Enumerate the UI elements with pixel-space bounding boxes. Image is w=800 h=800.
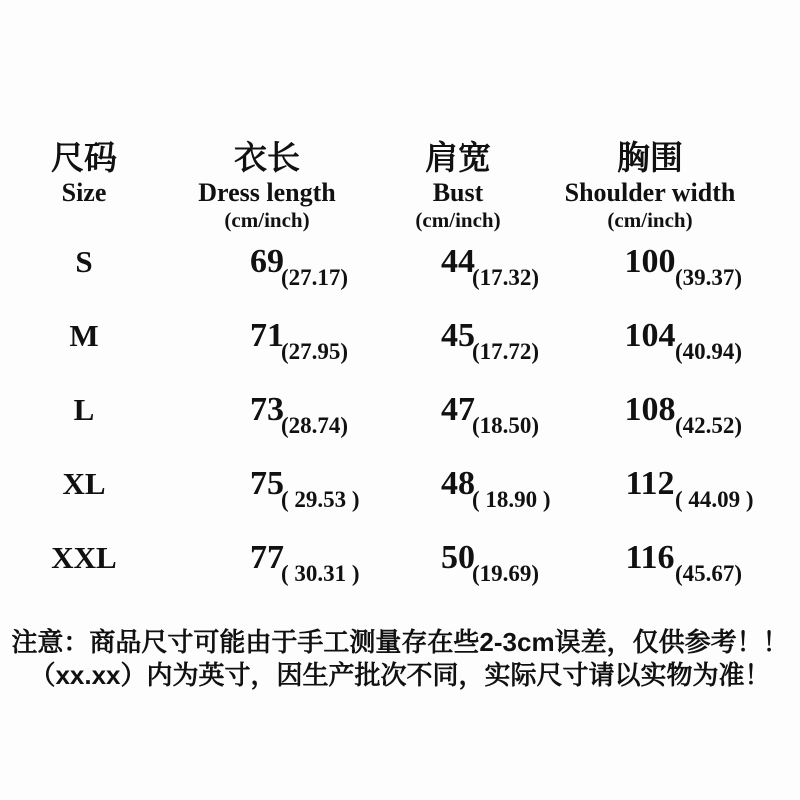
dress-length-inch: (28.74): [281, 413, 349, 438]
bust-cm: 50: [441, 539, 475, 576]
dress-length-header-unit: (cm/inch): [224, 208, 310, 232]
bust-cell: [406, 317, 540, 392]
shoulder-width-header-unit: (cm/inch): [607, 208, 693, 232]
bust-inch: (19.69): [472, 561, 540, 586]
dress-length-cell: [128, 318, 406, 392]
dress-length-cm: 73: [250, 391, 284, 428]
chest-cm: 104: [624, 317, 676, 354]
chest-cm: 112: [625, 465, 675, 502]
table-row: [40, 540, 790, 614]
chest-cm: 116: [625, 539, 675, 576]
chest-cell: [510, 392, 790, 466]
dress-length-cell: [128, 392, 406, 466]
size-header-cjk: 尺码: [51, 139, 117, 176]
dress-length-header-en: Dress length: [198, 178, 336, 207]
dress-length-inch: ( 29.53 ): [281, 487, 360, 512]
column-header-bust: [406, 138, 510, 233]
dress-length-cm: 71: [250, 317, 284, 354]
bust-cell: [406, 539, 540, 614]
size-header-en: Size: [61, 178, 107, 207]
bust-header-en: Bust: [432, 178, 484, 207]
dress-length-cell: [128, 540, 406, 614]
size-value: XL: [62, 466, 106, 501]
dress-length-inch: ( 30.31 ): [281, 561, 360, 586]
bust-cell: [406, 391, 540, 466]
dress-length-cell: [128, 466, 406, 540]
bust-header-unit: (cm/inch): [415, 208, 501, 232]
table-header-row: [40, 138, 790, 233]
bust-inch: (18.50): [472, 413, 540, 438]
disclaimer-line-2: （xx.xx）内为英寸，因生产批次不同，实际尺寸请以实物为准！: [29, 660, 771, 690]
size-value: XXL: [51, 540, 117, 575]
table-row: [40, 244, 790, 318]
chest-cell: [510, 540, 790, 614]
disclaimer-note: [0, 626, 800, 692]
bust-inch: (17.72): [472, 339, 540, 364]
bust-cm: 45: [441, 317, 475, 354]
bust-cm: 44: [441, 243, 475, 280]
chest-inch: ( 44.09 ): [675, 487, 754, 512]
column-header-shoulder-width: [510, 138, 790, 233]
dress-length-cm: 77: [250, 539, 284, 576]
column-header-size: [40, 138, 128, 233]
table-row: [40, 318, 790, 392]
table-row: [40, 466, 790, 540]
table-row: [40, 392, 790, 466]
chest-cell: [510, 244, 790, 318]
dress-length-header-cjk: 衣长: [234, 139, 300, 176]
dress-length-cm: 75: [250, 465, 284, 502]
table-body: [40, 244, 790, 614]
bust-cell: [406, 243, 540, 318]
size-value: S: [75, 244, 93, 279]
dress-length-cell: [128, 244, 406, 318]
bust-inch: ( 18.90 ): [472, 487, 551, 512]
dress-length-inch: (27.95): [281, 339, 349, 364]
dress-length-cm: 69: [250, 243, 284, 280]
bust-inch: (17.32): [472, 265, 540, 290]
bust-cm: 47: [441, 391, 475, 428]
bust-cm: 48: [441, 465, 475, 502]
bust-header-cjk: 肩宽: [425, 139, 491, 176]
shoulder-width-header-cjk: 胸围: [617, 139, 683, 176]
disclaimer-line-1: 注意：商品尺寸可能由于手工测量存在些2-3cm误差，仅供参考！！: [11, 627, 789, 657]
dress-length-inch: (27.17): [281, 265, 349, 290]
size-value: L: [73, 392, 95, 427]
chest-cm: 108: [624, 391, 676, 428]
bust-cell: [406, 465, 551, 540]
chest-cell: [510, 318, 790, 392]
column-header-dress-length: [128, 138, 406, 233]
chest-cell: [510, 466, 790, 540]
chest-inch: (45.67): [675, 561, 743, 586]
chest-cm: 100: [624, 243, 676, 280]
chest-inch: (39.37): [675, 265, 743, 290]
chest-inch: (40.94): [675, 339, 743, 364]
size-value: M: [69, 318, 99, 353]
shoulder-width-header-en: Shoulder width: [564, 178, 736, 207]
chest-inch: (42.52): [675, 413, 743, 438]
size-table: [40, 138, 790, 614]
